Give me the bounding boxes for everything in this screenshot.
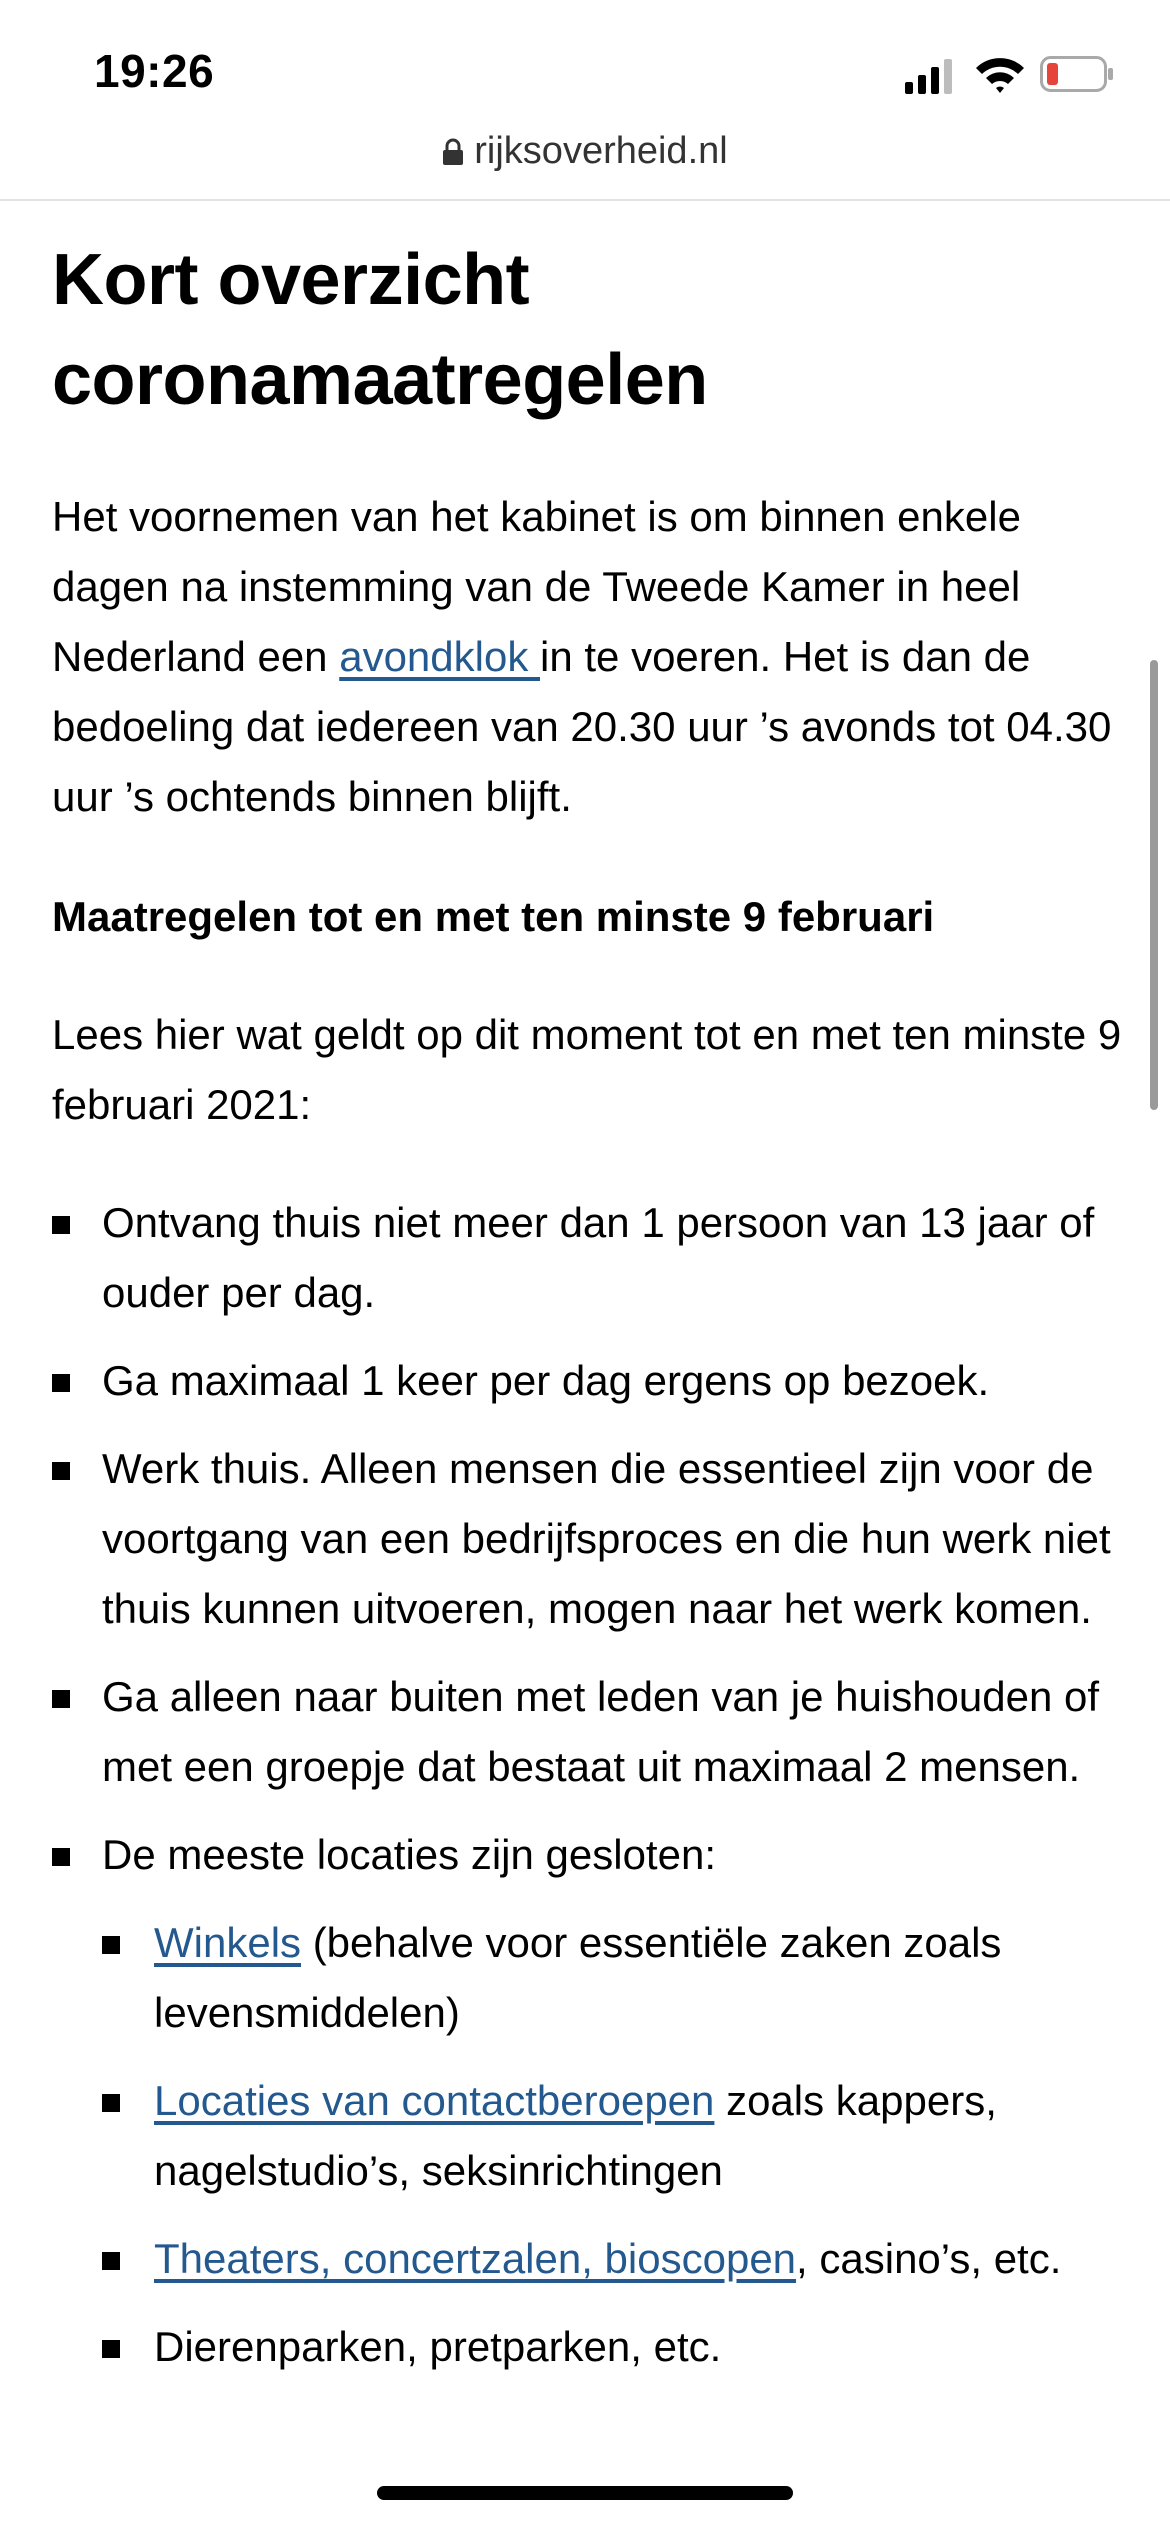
list-item bbox=[52, 1820, 1132, 2382]
intro-text-1: Het voornemen van het kabinet is om binnen enkele dagen na instemming van de Tweede Kamer in heel Nederland een bbox=[52, 493, 1021, 680]
sub-list-item-text: , casino’s, etc. bbox=[796, 2235, 1062, 2282]
url-text: rijksoverheid.nl bbox=[474, 130, 728, 172]
bullet-icon bbox=[52, 1690, 70, 1708]
list-item-text: Ontvang thuis niet meer dan 1 persoon van 13 jaar of ouder per dag. bbox=[102, 1199, 1095, 1316]
intro-text-2: in te voeren. Het is dan de bedoeling dat iedereen van 20.30 uur ’s avonds tot 04.30 uur ’s ochtends binnen blijft. bbox=[52, 633, 1112, 820]
sub-list-item-text: zoals kappers, nagelstudio’s, seksinrichtingen bbox=[154, 2077, 997, 2194]
bullet-icon bbox=[102, 2252, 120, 2270]
bullet-icon bbox=[52, 1462, 70, 1480]
page-title bbox=[52, 230, 1132, 430]
contactberoepen-link[interactable]: Locaties van contactberoepen bbox=[154, 2077, 715, 2124]
title-line-2: coronamaatregelen bbox=[52, 340, 708, 420]
title-line-1: Kort overzicht bbox=[52, 240, 530, 320]
bullet-icon bbox=[52, 1848, 70, 1866]
bullet-icon bbox=[102, 1936, 120, 1954]
closed-locations-list bbox=[102, 1908, 1132, 2382]
list-item-text: Ga alleen naar buiten met leden van je huishouden of met een groepje dat bestaat uit maximaal 2 mensen. bbox=[102, 1673, 1100, 1790]
list-item-text: Ga maximaal 1 keer per dag ergens op bezoek. bbox=[102, 1357, 990, 1404]
winkels-link[interactable]: Winkels bbox=[154, 1919, 302, 1966]
status-time: 19:26 bbox=[94, 45, 215, 97]
sub-list-item-text: (behalve voor essentiële zaken zoals levensmiddelen) bbox=[154, 1919, 1002, 2036]
lock-icon bbox=[442, 138, 464, 166]
avondklok-link[interactable]: avondklok bbox=[339, 633, 541, 680]
bullet-icon bbox=[102, 2340, 120, 2358]
address-bar[interactable] bbox=[0, 130, 1170, 200]
measures-list bbox=[52, 1188, 1132, 2382]
sub-list-item bbox=[102, 2066, 1132, 2206]
list-item bbox=[52, 1346, 1132, 1416]
bullet-icon bbox=[52, 1216, 70, 1234]
sub-list-item bbox=[102, 2312, 1132, 2382]
sub-list-item bbox=[102, 2224, 1132, 2294]
sub-list-item-text: Dierenparken, pretparken, etc. bbox=[154, 2323, 722, 2370]
section-heading: Maatregelen tot en met ten minste 9 februari bbox=[52, 893, 935, 940]
home-indicator[interactable] bbox=[377, 2486, 793, 2500]
wifi-icon bbox=[972, 54, 1028, 94]
list-item bbox=[52, 1662, 1132, 1802]
list-item bbox=[52, 1434, 1132, 1644]
bullet-icon bbox=[102, 2094, 120, 2112]
list-item-text: De meeste locaties zijn gesloten: bbox=[102, 1831, 716, 1878]
intro-paragraph bbox=[52, 482, 1132, 832]
bullet-icon bbox=[52, 1374, 70, 1392]
status-bar bbox=[0, 0, 1170, 140]
signal-icon bbox=[905, 58, 953, 94]
url-display[interactable] bbox=[442, 130, 727, 173]
theaters-link[interactable]: Theaters, concertzalen, bioscopen bbox=[154, 2235, 797, 2282]
article bbox=[52, 200, 1132, 2400]
scrollbar[interactable] bbox=[1150, 660, 1158, 1110]
list-item-text: Werk thuis. Alleen mensen die essentieel zijn voor de voortgang van een bedrijfsproces en die hun werk niet thuis kunnen uitvoeren, mogen naar het werk komen. bbox=[102, 1445, 1111, 1632]
list-item bbox=[52, 1188, 1132, 1328]
sub-list-item bbox=[102, 1908, 1132, 2048]
battery-low-icon bbox=[1040, 56, 1114, 92]
lees-paragraph: Lees hier wat geldt op dit moment tot en met ten minste 9 februari 2021: bbox=[52, 1011, 1122, 1128]
